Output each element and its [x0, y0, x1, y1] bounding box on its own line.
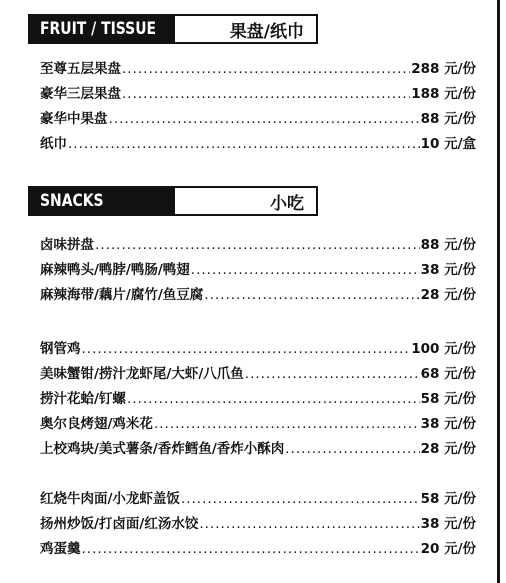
item-name: 鸡蛋羹: [40, 541, 81, 557]
menu-item: [40, 487, 476, 512]
menu-item: [40, 82, 476, 107]
dot-leader: [109, 107, 420, 132]
item-price: 28 元/份: [420, 441, 476, 457]
page-border-rule: [497, 0, 500, 583]
item-name: 麻辣鸭头/鸭脖/鸭肠/鸭翅: [40, 262, 190, 278]
item-price: 288 元/份: [411, 61, 476, 77]
item-price: 58 元/份: [420, 491, 476, 507]
item-name: 豪华三层果盘: [40, 86, 121, 102]
item-name: 钢管鸡: [40, 341, 81, 357]
menu-list-fruit-tissue: [40, 57, 476, 157]
menu-item: [40, 537, 476, 562]
dot-leader: [285, 437, 419, 462]
menu-item: [40, 233, 476, 258]
item-name: 红烧牛肉面/小龙虾盖饭: [40, 491, 180, 507]
item-name: 扬州炒饭/打卤面/红汤水饺: [40, 516, 199, 532]
menu-item: [40, 132, 476, 157]
menu-item: [40, 258, 476, 283]
item-price: 38 元/份: [420, 516, 476, 532]
menu-item: [40, 283, 476, 308]
section-title-cn: 小吃: [270, 193, 304, 214]
dot-leader: [68, 132, 420, 157]
menu-item: [40, 512, 476, 537]
menu-item: [40, 107, 476, 132]
dot-leader: [122, 82, 410, 107]
menu-item: [40, 337, 476, 362]
item-name: 卤味拼盘: [40, 237, 94, 253]
dot-leader: [191, 258, 420, 283]
menu-list-snacks-group-3: [40, 487, 476, 562]
section-title-cn: 果盘/纸巾: [229, 21, 304, 42]
item-name: 上校鸡块/美式薯条/香炸鳕鱼/香炸小酥肉: [40, 441, 285, 457]
dot-leader: [181, 487, 420, 512]
menu-item: [40, 387, 476, 412]
item-price: 10 元/盒: [420, 136, 476, 152]
menu-item: [40, 57, 476, 82]
menu-list-snacks-group-2: [40, 337, 476, 462]
item-name: 纸巾: [40, 136, 67, 152]
menu-item: [40, 412, 476, 437]
dot-leader: [122, 57, 410, 82]
item-price: 58 元/份: [420, 391, 476, 407]
section-title-en: FRUIT / TISSUE: [30, 16, 175, 42]
section-title-en: SNACKS: [30, 188, 175, 214]
dot-leader: [204, 283, 419, 308]
menu-item: [40, 362, 476, 387]
item-price: 38 元/份: [420, 262, 476, 278]
item-price: 188 元/份: [411, 86, 476, 102]
item-name: 豪华中果盘: [40, 111, 108, 127]
dot-leader: [95, 233, 420, 258]
item-name: 至尊五层果盘: [40, 61, 121, 77]
item-name: 捞汁花蛤/钉螺: [40, 391, 126, 407]
menu-list-snacks-group-1: [40, 233, 476, 308]
dot-leader: [245, 362, 420, 387]
item-price: 100 元/份: [411, 341, 476, 357]
item-price: 88 元/份: [420, 111, 476, 127]
section-header-fruit-tissue: [28, 14, 318, 44]
item-name: 美味蟹钳/捞汁龙虾尾/大虾/八爪鱼: [40, 366, 244, 382]
item-price: 88 元/份: [420, 237, 476, 253]
dot-leader: [154, 412, 420, 437]
item-price: 20 元/份: [420, 541, 476, 557]
dot-leader: [82, 537, 420, 562]
item-name: 麻辣海带/藕片/腐竹/鱼豆腐: [40, 287, 204, 303]
section-header-snacks: [28, 186, 318, 216]
item-name: 奥尔良烤翅/鸡米花: [40, 416, 153, 432]
dot-leader: [127, 387, 420, 412]
item-price: 38 元/份: [420, 416, 476, 432]
item-price: 28 元/份: [420, 287, 476, 303]
menu-item: [40, 437, 476, 462]
item-price: 68 元/份: [420, 366, 476, 382]
dot-leader: [199, 512, 419, 537]
dot-leader: [82, 337, 411, 362]
